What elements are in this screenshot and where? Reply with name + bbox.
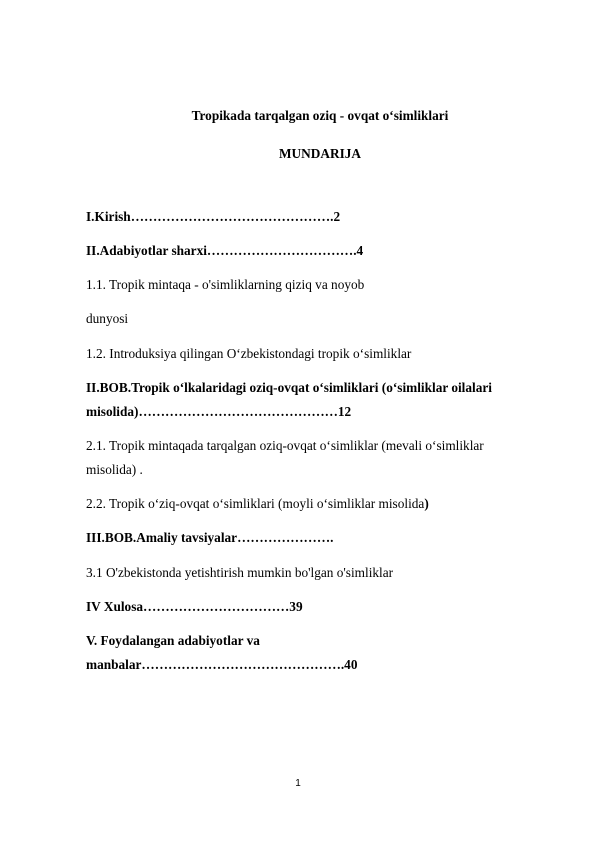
toc-entry-bob3: III.BOB.Amaliy tavsiyalar…………………. — [86, 530, 334, 545]
toc-heading: MUNDARIJA — [279, 146, 361, 161]
toc-entry-2-1: 2.1. Tropik mintaqada tarqalgan oziq-ovqat o‘simliklar (mevali o‘simliklar — [86, 438, 484, 453]
toc-entry-kirish: I.Kirish……………………………………….2 — [86, 209, 341, 224]
toc-entry-2-2 — [86, 496, 526, 512]
toc-entry-2-2-text: 2.2. Tropik o‘ziq-ovqat o‘simliklari (moyli o‘simliklar misolida — [86, 496, 425, 511]
page-number: 1 — [295, 778, 301, 789]
toc-entry-2-1-cont: misolida) . — [86, 462, 143, 477]
toc-entry-1-2: 1.2. Introduksiya qilingan O‘zbekistondagi tropik o‘simliklar — [86, 346, 412, 361]
toc-entry-xulosa: IV Xulosa……………………………39 — [86, 599, 303, 614]
toc-entry-1-1-cont: dunyosi — [86, 311, 129, 326]
toc-entry-2-2-paren: ) — [424, 496, 429, 511]
toc-entry-foydalangan-cont: manbalar……………………………………….40 — [86, 657, 358, 672]
document-title: Tropikada tarqalgan oziq - ovqat o‘simliklari — [191, 108, 449, 123]
toc-entry-foydalangan: V. Foydalangan adabiyotlar va — [86, 633, 260, 648]
toc-entry-bob2: II.BOB.Tropik o‘lkalaridagi oziq-ovqat o‘simliklari (o‘simliklar oilalari — [86, 380, 492, 395]
toc-entry-1-1: 1.1. Tropik mintaqa - o'simliklarning qiziq va noyob — [86, 277, 365, 292]
toc-entry-3-1: 3.1 O'zbekistonda yetishtirish mumkin bo'lgan o'simliklar — [86, 565, 394, 580]
toc-entry-adabiyotlar: II.Adabiyotlar sharxi…………………………….4 — [86, 243, 364, 258]
toc-entry-bob2-cont: misolida)………………………………………12 — [86, 404, 352, 419]
